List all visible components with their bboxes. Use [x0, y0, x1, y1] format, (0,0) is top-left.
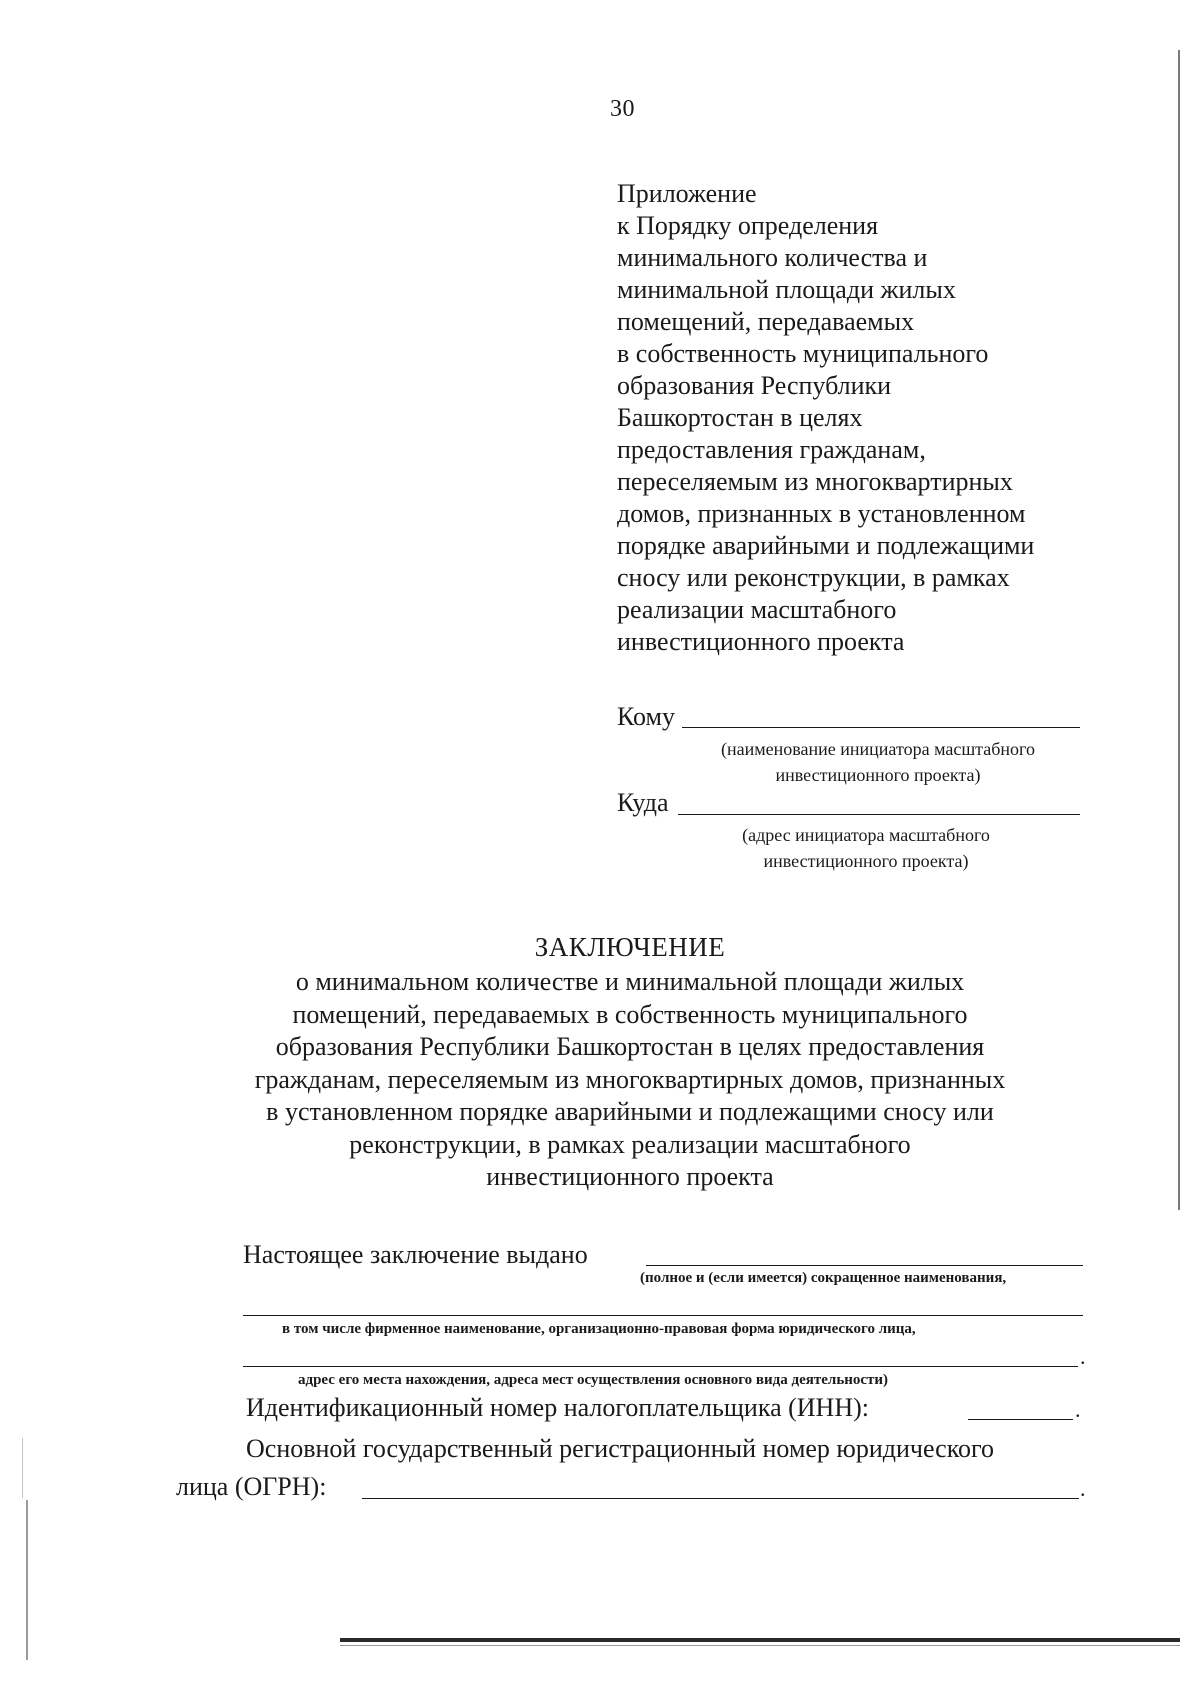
- issued-label: Настоящее заключение выдано: [243, 1240, 588, 1269]
- scan-edge-left-faint: [22, 1438, 23, 1498]
- to-row: [617, 702, 675, 732]
- scan-edge-right: [1178, 50, 1180, 1210]
- inn-label: Идентификационный номер налогоплательщика (ИНН):: [246, 1393, 869, 1422]
- scan-bottom-rule-thin: [340, 1645, 1180, 1646]
- conclusion-title: ЗАКЛЮЧЕНИЕ: [534, 932, 726, 962]
- subtitle-line: гражданам, переселяемым из многоквартирных домов, признанных: [254, 1064, 1006, 1094]
- to-caption-line1: (наименование инициатора масштабного: [721, 739, 1035, 759]
- scan-bottom-rule: [340, 1638, 1180, 1642]
- appendix-line: сносу или реконструкции, в рамках: [617, 563, 1010, 592]
- to-caption-line2: инвестиционного проекта): [775, 765, 981, 785]
- appendix-line: к Порядку определения: [617, 211, 879, 240]
- where-field[interactable]: [678, 814, 1080, 815]
- ogrn-period: .: [1080, 1476, 1086, 1501]
- subtitle-line: инвестиционного проекта: [486, 1162, 774, 1191]
- appendix-line: минимального количества и: [617, 243, 928, 272]
- conclusion-subtitle: [200, 966, 1060, 1194]
- subtitle-line: в установленном порядке аварийными и подлежащими сносу или: [266, 1097, 994, 1126]
- appendix-line: минимальной площади жилых: [617, 275, 956, 304]
- issued-field-1[interactable]: [646, 1265, 1083, 1266]
- issued-field-2[interactable]: [243, 1315, 1083, 1316]
- appendix-line: домов, признанных в установленном: [617, 499, 1026, 528]
- appendix-line: реализации масштабного: [617, 595, 897, 624]
- where-caption-line2: инвестиционного проекта): [763, 851, 969, 871]
- issued-caption-2: в том числе фирменное наименование, организационно-правовая форма юридического лица,: [282, 1321, 916, 1337]
- appendix-line: переселяемым из многоквартирных: [617, 467, 1013, 496]
- ogrn-label-line2: лица (ОГРН):: [176, 1472, 327, 1501]
- where-caption: [676, 822, 1056, 874]
- appendix-line: в собственность муниципального: [617, 339, 989, 368]
- issued-field-3[interactable]: [243, 1366, 1078, 1367]
- page-number: 30: [610, 96, 635, 122]
- subtitle-line: помещений, передаваемых в собственность муниципального: [292, 999, 968, 1029]
- appendix-line: образования Республики: [617, 371, 892, 400]
- appendix-line: инвестиционного проекта: [617, 627, 905, 656]
- ogrn-label-line1: Основной государственный регистрационный номер юридического: [246, 1434, 995, 1463]
- subtitle-line: реконструкции, в рамках реализации масштабного: [349, 1129, 911, 1159]
- appendix-line: предоставления гражданам,: [617, 435, 926, 464]
- appendix-header: [617, 178, 1087, 658]
- appendix-line: помещений, передаваемых: [617, 307, 915, 336]
- issued-caption-1: (полное и (если имеется) сокращенное наименования,: [640, 1270, 1007, 1286]
- to-field[interactable]: [682, 727, 1080, 728]
- subtitle-line: образования Республики Башкортостан в целях предоставления: [275, 1032, 985, 1061]
- to-label: Кому: [617, 702, 676, 731]
- inn-period: .: [1075, 1397, 1081, 1422]
- appendix-line: Приложение: [617, 179, 757, 208]
- appendix-line: порядке аварийными и подлежащими: [617, 531, 1035, 560]
- where-caption-line1: (адрес инициатора масштабного: [742, 825, 990, 845]
- appendix-line: Башкортостан в целях: [617, 403, 863, 432]
- inn-field[interactable]: [968, 1419, 1073, 1420]
- ogrn-field[interactable]: [362, 1498, 1079, 1499]
- issued-caption-3: адрес его места нахождения, адреса мест осуществления основного вида деятельности): [298, 1372, 889, 1388]
- subtitle-line: о минимальном количестве и минимальной площади жилых: [295, 967, 965, 996]
- where-row: [617, 788, 669, 818]
- issued-period: .: [1080, 1344, 1086, 1369]
- to-caption: [668, 736, 1088, 788]
- scan-edge-left: [26, 1500, 28, 1660]
- where-label: Куда: [617, 788, 669, 817]
